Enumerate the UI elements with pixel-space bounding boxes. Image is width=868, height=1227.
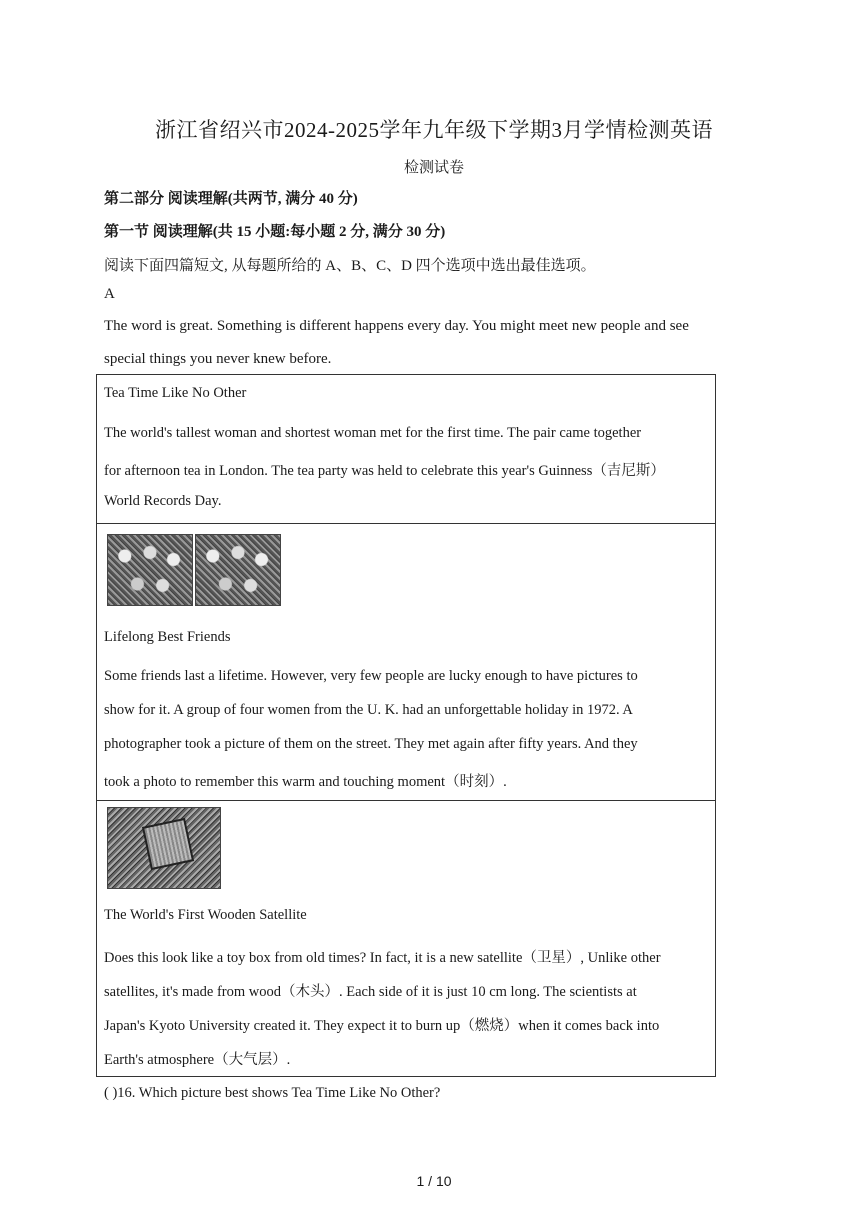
story-line: show for it. A group of four women from the U. K. had an unforgettable holiday in 1972. A	[104, 702, 633, 718]
story-line: took a photo to remember this warm and touching moment（时刻）.	[104, 774, 507, 790]
story-line: Does this look like a toy box from old times? In fact, it is a new satellite（卫星）, Unlike other	[104, 950, 661, 966]
wooden-satellite-photo	[107, 807, 221, 889]
story-title: Tea Time Like No Other	[104, 385, 247, 401]
question-16: ( )16. Which picture best shows Tea Time Like No Other?	[104, 1085, 441, 1101]
document-title: 浙江省绍兴市2024-2025学年九年级下学期3月学情检测英语	[155, 118, 713, 142]
intro-line-1: The word is great. Something is different happens every day. You might meet new people and see	[104, 318, 689, 334]
story-line: World Records Day.	[104, 493, 222, 509]
story-line: for afternoon tea in London. The tea party was held to celebrate this year's Guinness（吉尼斯）	[104, 463, 665, 479]
friends-photo-reunion	[195, 534, 281, 606]
part-heading: 第二部分 阅读理解(共两节, 满分 40 分)	[104, 191, 358, 207]
passage-label: A	[104, 286, 115, 302]
story-cell-tea-time	[97, 375, 715, 523]
story-line: photographer took a picture of them on the street. They met again after fifty years. And they	[104, 736, 638, 752]
story-line: Some friends last a lifetime. However, very few people are lucky enough to have pictures to	[104, 668, 638, 684]
document-subtitle: 检测试卷	[403, 160, 464, 176]
story-title: Lifelong Best Friends	[104, 629, 231, 645]
story-cell-best-friends	[97, 523, 715, 800]
story-line: satellites, it's made from wood（木头）. Each side of it is just 10 cm long. The scientists at	[104, 984, 637, 1000]
story-line: Earth's atmosphere（大气层）.	[104, 1052, 291, 1068]
story-title: The World's First Wooden Satellite	[104, 907, 307, 923]
story-line: Japan's Kyoto University created it. They expect it to burn up（燃烧）when it comes back into	[104, 1018, 660, 1034]
story-line: The world's tallest woman and shortest woman met for the first time. The pair came together	[104, 425, 642, 441]
page-number: 1 / 10	[416, 1173, 452, 1189]
intro-line-2: special things you never knew before.	[104, 351, 332, 367]
friends-photo-1972	[107, 534, 193, 606]
section-heading: 第一节 阅读理解(共 15 小题:每小题 2 分, 满分 30 分)	[104, 224, 446, 240]
stories-table	[96, 374, 716, 1077]
instruction-text: 阅读下面四篇短文, 从每题所给的 A、B、C、D 四个选项中选出最佳选项。	[104, 258, 596, 274]
story-cell-wooden-satellite	[97, 800, 715, 1076]
